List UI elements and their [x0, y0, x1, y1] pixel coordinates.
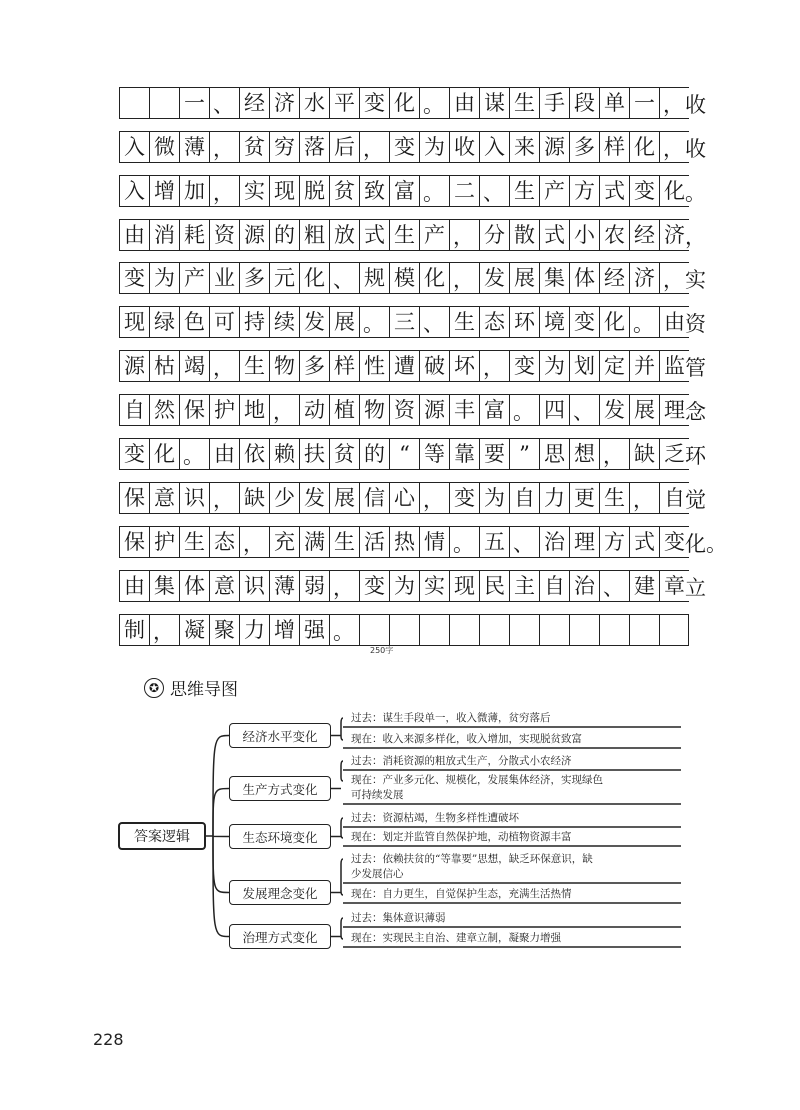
grid-cell: 现: [269, 175, 299, 207]
past-text: 过去：资源枯竭，生物多样性遭破坏: [351, 812, 519, 824]
grid-cell: 源: [239, 219, 269, 251]
grid-cell: 增: [269, 614, 299, 646]
grid-cell: 发: [599, 394, 629, 426]
grid-cell: 识: [239, 570, 269, 602]
grid-cell: 模: [389, 262, 419, 294]
grid-cell: 式: [539, 219, 569, 251]
grid-cell: 散: [509, 219, 539, 251]
grid-cell: 水: [299, 87, 329, 119]
grid-cell: 生: [509, 87, 539, 119]
grid-cell: 。: [419, 87, 449, 119]
grid-cell: 贫: [329, 175, 359, 207]
grid-cell: 坏: [449, 350, 479, 382]
grid-cell: 产: [179, 262, 209, 294]
grid-cell: 、: [509, 526, 539, 558]
connector-line: [341, 859, 343, 895]
grid-cell: 物: [269, 350, 299, 382]
grid-cell: 富: [479, 394, 509, 426]
grid-cell: 章: [659, 570, 689, 602]
grid-cell: ，: [209, 350, 239, 382]
overflow-punct: 管: [685, 356, 706, 380]
connector-line: [341, 818, 343, 838]
grid-cell: 变: [389, 131, 419, 163]
overflow-punct: 实: [685, 268, 706, 292]
grid-cell: 贫: [239, 131, 269, 163]
overflow-punct: 。: [685, 181, 706, 205]
overflow-punct: 立: [685, 576, 706, 600]
grid-cell: 环: [509, 306, 539, 338]
grid-cell: 意: [209, 570, 239, 602]
grid-cell: 满: [299, 526, 329, 558]
star-badge-icon: ✪: [144, 678, 164, 698]
grid-cell: 绿: [149, 306, 179, 338]
grid-cell: 枯: [149, 350, 179, 382]
grid-cell: 入: [119, 131, 149, 163]
grid-cell: 变: [359, 570, 389, 602]
grid-cell: 展: [329, 306, 359, 338]
grid-cell: 放: [329, 219, 359, 251]
grid-cell: ，: [449, 219, 479, 251]
grid-cell: 治: [569, 570, 599, 602]
grid-cell: 由: [449, 87, 479, 119]
grid-cell: 变: [359, 87, 389, 119]
grid-cell: 济: [629, 262, 659, 294]
grid-cell: 展: [629, 394, 659, 426]
grid-cell: 微: [149, 131, 179, 163]
grid-cell: 态: [479, 306, 509, 338]
word-count-label: 250字: [370, 646, 394, 655]
grid-cell: 理: [659, 394, 689, 426]
grid-cell: 变: [569, 306, 599, 338]
past-text: 过去：谋生手段单一，收入微薄，贫穷落后: [351, 712, 551, 724]
grid-cell: “: [389, 438, 419, 470]
grid-cell: 展: [509, 262, 539, 294]
grid-cell: 。: [509, 394, 539, 426]
grid-cell: 方: [599, 526, 629, 558]
grid-cell: 自: [509, 482, 539, 514]
grid-cell: ”: [509, 438, 539, 470]
grid-cell: ，: [599, 438, 629, 470]
grid-cell: 、: [209, 87, 239, 119]
grid-cell: 生: [329, 526, 359, 558]
grid-cell: 二: [449, 175, 479, 207]
page-number: 228: [93, 1030, 124, 1049]
connector-line: [213, 789, 229, 837]
grid-cell: 热: [389, 526, 419, 558]
grid-cell: 定: [599, 350, 629, 382]
connector-line: [341, 761, 343, 781]
grid-cell: ，: [239, 526, 269, 558]
branch-box: 发展理念变化: [229, 880, 331, 905]
grid-cell: 多: [569, 131, 599, 163]
grid-cell: 弱: [299, 570, 329, 602]
grid-cell: 发: [299, 482, 329, 514]
grid-cell: 生: [179, 526, 209, 558]
grid-cell: 化: [389, 87, 419, 119]
grid-cell: 变: [119, 438, 149, 470]
grid-cell: 心: [389, 482, 419, 514]
grid-cell: 更: [569, 482, 599, 514]
connector-line: [213, 836, 229, 837]
grid-cell: 护: [149, 526, 179, 558]
grid-cell: 源: [119, 350, 149, 382]
past-text: 过去：集体意识薄弱: [351, 912, 446, 924]
grid-cell: 。: [359, 306, 389, 338]
grid-cell: ，: [209, 175, 239, 207]
grid-cell: 致: [359, 175, 389, 207]
grid-cell: 业: [209, 262, 239, 294]
grid-cell: 境: [539, 306, 569, 338]
grid-cell: 多: [239, 262, 269, 294]
grid-cell: 五: [479, 526, 509, 558]
grid-cell: 生: [599, 482, 629, 514]
grid-cell: 民: [479, 570, 509, 602]
grid-cell: 落: [299, 131, 329, 163]
grid-cell: ，: [149, 614, 179, 646]
grid-cell: 缺: [629, 438, 659, 470]
overflow-punct: 觉: [685, 488, 706, 512]
grid-cell: 自: [659, 482, 689, 514]
grid-cell: ，: [209, 482, 239, 514]
grid-cell: 等: [419, 438, 449, 470]
grid-cell: 谋: [479, 87, 509, 119]
grid-cell: 遭: [389, 350, 419, 382]
grid-cell: 然: [149, 394, 179, 426]
grid-cell: 的: [359, 438, 389, 470]
grid-cell: 态: [209, 526, 239, 558]
grid-cell: 建: [629, 570, 659, 602]
grid-cell: 变: [659, 526, 689, 558]
grid-cell: 由: [209, 438, 239, 470]
grid-cell: 经: [629, 219, 659, 251]
now-text: 现在：自力更生，自觉保护生态，充满生活热情: [351, 888, 572, 900]
now-text: 现在：实现民主自治、建章立制，凝聚力增强: [351, 932, 561, 944]
grid-cell: 变: [509, 350, 539, 382]
grid-cell: 体: [179, 570, 209, 602]
grid-cell: 缺: [239, 482, 269, 514]
grid-cell: 源: [419, 394, 449, 426]
grid-cell: 样: [329, 350, 359, 382]
grid-cell: 、: [329, 262, 359, 294]
grid-cell: 。: [449, 526, 479, 558]
branch-box: 治理方式变化: [229, 924, 331, 949]
grid-cell: 发: [299, 306, 329, 338]
grid-cell: 保: [119, 482, 149, 514]
grid-cell: 扶: [299, 438, 329, 470]
overflow-punct: 收: [685, 137, 706, 161]
grid-cell: ，: [659, 262, 689, 294]
branch-box: 生态环境变化: [229, 824, 331, 849]
grid-cell: 变: [449, 482, 479, 514]
grid-cell: ，: [419, 482, 449, 514]
grid-cell: 发: [479, 262, 509, 294]
grid-cell: 活: [359, 526, 389, 558]
grid-cell: 式: [599, 175, 629, 207]
grid-cell: 理: [569, 526, 599, 558]
grid-cell: 要: [479, 438, 509, 470]
grid-cell: 为: [419, 131, 449, 163]
grid-cell: 乏: [659, 438, 689, 470]
grid-cell: 消: [149, 219, 179, 251]
grid-cell: 四: [539, 394, 569, 426]
grid-cell: 。: [419, 175, 449, 207]
connector-line: [213, 736, 229, 837]
grid-cell: 薄: [179, 131, 209, 163]
grid-cell: 破: [419, 350, 449, 382]
grid-cell: 想: [569, 438, 599, 470]
grid-cell: 续: [269, 306, 299, 338]
grid-cell: 监: [659, 350, 689, 382]
overflow-punct: 环: [685, 444, 706, 468]
grid-cell: 、: [479, 175, 509, 207]
mindmap-title: 思维导图: [170, 680, 238, 700]
grid-cell: 现: [119, 306, 149, 338]
grid-cell: 手: [539, 87, 569, 119]
grid-cell: 可: [209, 306, 239, 338]
grid-cell: 、: [419, 306, 449, 338]
grid-cell: 经: [599, 262, 629, 294]
grid-cell: 脱: [299, 175, 329, 207]
grid-cell: 赖: [269, 438, 299, 470]
grid-cell: 强: [299, 614, 329, 646]
grid-cell: 靠: [449, 438, 479, 470]
grid-cell: 为: [539, 350, 569, 382]
grid-cell: 多: [299, 350, 329, 382]
grid-cell: 思: [539, 438, 569, 470]
connector-line: [213, 836, 229, 893]
grid-cell: 并: [629, 350, 659, 382]
grid-cell: 资: [389, 394, 419, 426]
grid-cell: 源: [539, 131, 569, 163]
grid-cell: 生: [449, 306, 479, 338]
mindmap-root-box: 答案逻辑: [118, 822, 206, 850]
grid-cell: 入: [479, 131, 509, 163]
grid-cell: 力: [239, 614, 269, 646]
grid-cell: 化: [419, 262, 449, 294]
grid-cell: 体: [569, 262, 599, 294]
grid-cell: 依: [239, 438, 269, 470]
grid-cell: ，: [209, 131, 239, 163]
grid-cell: 为: [389, 570, 419, 602]
grid-cell: 薄: [269, 570, 299, 602]
grid-cell: 元: [269, 262, 299, 294]
grid-cell: 物: [359, 394, 389, 426]
grid-cell: 一: [629, 87, 659, 119]
grid-cell: 由: [119, 219, 149, 251]
grid-cell: 。: [179, 438, 209, 470]
grid-cell: 护: [209, 394, 239, 426]
grid-cell: 划: [569, 350, 599, 382]
grid-cell: 小: [569, 219, 599, 251]
grid-cell: 展: [329, 482, 359, 514]
grid-cell: 收: [449, 131, 479, 163]
grid-cell: 持: [239, 306, 269, 338]
now-text: 现在：收入来源多样化，收入增加，实现脱贫致富: [351, 733, 582, 745]
grid-cell: 由: [119, 570, 149, 602]
grid-cell: 实: [419, 570, 449, 602]
grid-cell: 由: [659, 306, 689, 338]
grid-cell: 实: [239, 175, 269, 207]
connector-line: [341, 718, 343, 740]
grid-cell: 信: [359, 482, 389, 514]
now-text: 现在：产业多元化、规模化，发展集体经济，实现绿色 可持续发展: [351, 774, 603, 801]
grid-cell: 现: [449, 570, 479, 602]
grid-cell: 地: [239, 394, 269, 426]
grid-cell: 化: [599, 306, 629, 338]
grid-cell: 充: [269, 526, 299, 558]
grid-cell: 后: [329, 131, 359, 163]
grid-cell: 规: [359, 262, 389, 294]
grid-cell: 方: [569, 175, 599, 207]
grid-cell: 自: [539, 570, 569, 602]
grid-cell: 化: [659, 175, 689, 207]
grid-cell: 为: [479, 482, 509, 514]
grid-cell: ，: [449, 262, 479, 294]
grid-cell: 意: [149, 482, 179, 514]
grid-cell: ，: [359, 131, 389, 163]
grid-cell: 穷: [269, 131, 299, 163]
overflow-punct: 收: [685, 93, 706, 117]
grid-cell: 贫: [329, 438, 359, 470]
grid-cell: 保: [119, 526, 149, 558]
grid-cell: 样: [599, 131, 629, 163]
grid-cell: 情: [419, 526, 449, 558]
grid-cell: 化: [629, 131, 659, 163]
grid-cell: 变: [629, 175, 659, 207]
grid-cell: 单: [599, 87, 629, 119]
grid-cell: ，: [269, 394, 299, 426]
grid-cell: 制: [119, 614, 149, 646]
grid-cell: 三: [389, 306, 419, 338]
grid-cell: 丰: [449, 394, 479, 426]
past-text: 过去：依赖扶贫的“等靠要”思想，缺乏环保意识，缺 少发展信心: [351, 853, 593, 880]
grid-cell: 治: [539, 526, 569, 558]
grid-cell: 分: [479, 219, 509, 251]
grid-cell: ，: [659, 131, 689, 163]
grid-cell: 产: [539, 175, 569, 207]
grid-cell: 识: [179, 482, 209, 514]
grid-cell: 凝: [179, 614, 209, 646]
grid-cell: 济: [659, 219, 689, 251]
grid-cell: 化: [299, 262, 329, 294]
grid-cell: 耗: [179, 219, 209, 251]
grid-cell: 增: [149, 175, 179, 207]
grid-cell: 主: [509, 570, 539, 602]
past-text: 过去：消耗资源的粗放式生产，分散式小农经济: [351, 755, 572, 767]
grid-cell: 生: [389, 219, 419, 251]
grid-cell: 段: [569, 87, 599, 119]
grid-cell: 变: [119, 262, 149, 294]
grid-cell: 加: [179, 175, 209, 207]
grid-cell: 富: [389, 175, 419, 207]
branch-box: 经济水平变化: [229, 723, 331, 748]
grid-cell: 为: [149, 262, 179, 294]
grid-cell: 自: [119, 394, 149, 426]
grid-cell: 、: [599, 570, 629, 602]
grid-cell: 竭: [179, 350, 209, 382]
overflow-punct: 化。: [685, 532, 727, 556]
grid-cell: 色: [179, 306, 209, 338]
grid-cell: ，: [329, 570, 359, 602]
grid-cell: 保: [179, 394, 209, 426]
grid-cell: 性: [359, 350, 389, 382]
grid-cell: 粗: [299, 219, 329, 251]
grid-cell: 生: [239, 350, 269, 382]
branch-box: 生产方式变化: [229, 776, 331, 801]
grid-cell: ，: [659, 87, 689, 119]
grid-cell: 产: [419, 219, 449, 251]
grid-cell: 生: [509, 175, 539, 207]
grid-cell: 。: [329, 614, 359, 646]
grid-cell: 、: [569, 394, 599, 426]
overflow-punct: 资: [685, 312, 706, 336]
grid-cell: 植: [329, 394, 359, 426]
grid-cell: ，: [479, 350, 509, 382]
grid-cell: 式: [359, 219, 389, 251]
grid-cell: 来: [509, 131, 539, 163]
grid-cell: ，: [629, 482, 659, 514]
grid-cell: 资: [209, 219, 239, 251]
now-text: 现在：划定并监管自然保护地，动植物资源丰富: [351, 831, 572, 843]
overflow-punct: 念: [685, 400, 706, 424]
grid-cell: 化: [149, 438, 179, 470]
grid-cell: 力: [539, 482, 569, 514]
grid-cell: 平: [329, 87, 359, 119]
connector-line: [341, 918, 343, 939]
grid-cell: 济: [269, 87, 299, 119]
overflow-punct: ，: [685, 225, 706, 249]
grid-cell: 动: [299, 394, 329, 426]
grid-cell: 经: [239, 87, 269, 119]
grid-cell: 的: [269, 219, 299, 251]
grid-cell: 农: [599, 219, 629, 251]
grid-cell: 。: [629, 306, 659, 338]
grid-cell: 集: [149, 570, 179, 602]
grid-cell: 少: [269, 482, 299, 514]
grid-cell: 聚: [209, 614, 239, 646]
grid-cell: 式: [629, 526, 659, 558]
grid-cell: 集: [539, 262, 569, 294]
grid-cell: 入: [119, 175, 149, 207]
grid-cell: 一: [179, 87, 209, 119]
